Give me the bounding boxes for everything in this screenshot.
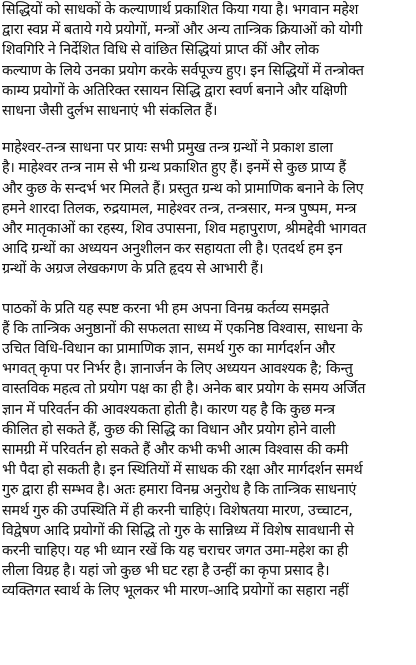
text-line: भी पैदा हो सकती है। इन स्थितियों में साधक की रक्षा और मार्गदर्शन समर्थ xyxy=(2,462,363,479)
paragraph-1 xyxy=(2,0,412,121)
text-line: करनी चाहिए। यह भी ध्यान रखें कि यह चराचर जगत उमा-महेश का ही xyxy=(2,543,349,560)
text-line: सिद्धियों को साधकों के कल्याणार्थ प्रकाशित किया गया है। भगवान महेश xyxy=(2,2,359,18)
text-line: कल्याण के लिये उनका प्रयोग करके सर्वपूज्य हुए। इन सिद्धियों में तन्त्रोक्त xyxy=(2,62,364,79)
text-line: हैं कि तान्त्रिक अनुष्ठानों की सफलता साध्य में एकनिष्ठ विश्वास, साधना के xyxy=(2,320,363,337)
text-line: ज्ञान में परिवर्तन की आवश्यकता होती है। कारण यह है कि कुछ मन्त्र xyxy=(2,401,335,418)
text-line: हमने शारदा तिलक, रुद्रयामल, माहेश्वर तन्त्र, तन्त्रसार, मन्त्र पुष्पम, मन्त्र xyxy=(2,200,357,217)
text-line: और कुछ के सन्दर्भ भर मिलते हैं। प्रस्तुत ग्रन्थ को प्रामाणिक बनाने के लिए xyxy=(2,180,364,197)
text-line: शिवगिरि ने निर्देशित विधि से वांछित सिद्धियां प्राप्त कीं और लोक xyxy=(2,42,319,59)
paragraph-3 xyxy=(2,299,412,602)
text-line: वास्तविक महत्व तो प्रयोग पक्ष का ही है। अनेक बार प्रयोग के समय अर्जित xyxy=(2,381,366,398)
text-line: गुरु द्वारा ही सम्भव है। अतः हमारा विनम्र अनुरोध है कि तान्त्रिक साधनाएं xyxy=(2,482,357,499)
text-line: कीलित हो सकते हैं, कुछ की सिद्धि का विधान और प्रयोग होने वाली xyxy=(2,421,336,438)
paragraph-2 xyxy=(2,138,412,279)
text-line: माहेश्वर-तन्त्र साधना पर प्रायः सभी प्रमुख तन्त्र ग्रन्थों ने प्रकाश डाला xyxy=(2,140,333,157)
paragraph-spacer xyxy=(2,121,412,138)
text-line: पाठकों के प्रति यह स्पष्ट करना भी हम अपना विनम्र कर्तव्य समझते xyxy=(2,300,329,317)
text-line: सामग्री में परिवर्तन हो सकते हैं और कभी कभी आत्म विश्वास की कमी xyxy=(2,442,349,459)
text-line: व्यक्तिगत स्वार्थ के लिए भूलकर भी मारण-आदि प्रयोगों का सहारा नहीं xyxy=(2,583,349,600)
text-line: उचित विधि-विधान का प्रामाणिक ज्ञान, समर्थ गुरु का मार्गदर्शन और xyxy=(2,341,335,358)
text-line: काम्य प्रयोगों के अतिरिक्त रसायन सिद्धि द्वारा स्वर्ण बनाने और यक्षिणी xyxy=(2,82,347,99)
text-line: समर्थ गुरु की उपस्थिति में ही करनी चाहिएं। विशेषतया मारण, उच्चाटन, xyxy=(2,502,353,519)
text-line: आदि ग्रन्थों का अध्ययन अनुशीलन कर सहायता ली है। एतदर्थ हम इन xyxy=(2,241,343,258)
text-line: द्वारा स्वप्न में बताये गये प्रयोगों, मन्त्रों और अन्य तान्त्रिक क्रियाओं को योगी xyxy=(2,22,363,39)
document-page xyxy=(2,0,412,665)
paragraph-spacer xyxy=(2,280,412,299)
text-line: और मातृकाओं का रहस्य, शिव उपासना, शिव महापुराण, श्रीमद्देवी भागवत xyxy=(2,221,367,238)
text-line: भगवत् कृपा पर निर्भर है। ज्ञानार्जन के लिए अध्ययन आवश्यक है; किन्तु xyxy=(2,361,353,378)
text-line: ग्रन्थों के अग्रज लेखकगण के प्रति हृदय से आभारी हैं। xyxy=(2,261,264,278)
text-line: लीला विग्रह है। यहां जो कुछ भी घट रहा है उन्हीं का कृपा प्रसाद है। xyxy=(2,563,330,580)
text-line: है। माहेश्वर तन्त्र नाम से भी ग्रन्थ प्रकाशित हुए हैं। इनमें से कुछ प्राप्य हैं xyxy=(2,160,346,177)
text-line: विद्वेषण आदि प्रयोगों की सिद्धि तो गुरु के सान्निध्य में विशेष सावधानी से xyxy=(2,522,354,539)
text-line: साधना जैसी दुर्लभ साधनाएं भी संकलित हैं। xyxy=(2,103,218,120)
